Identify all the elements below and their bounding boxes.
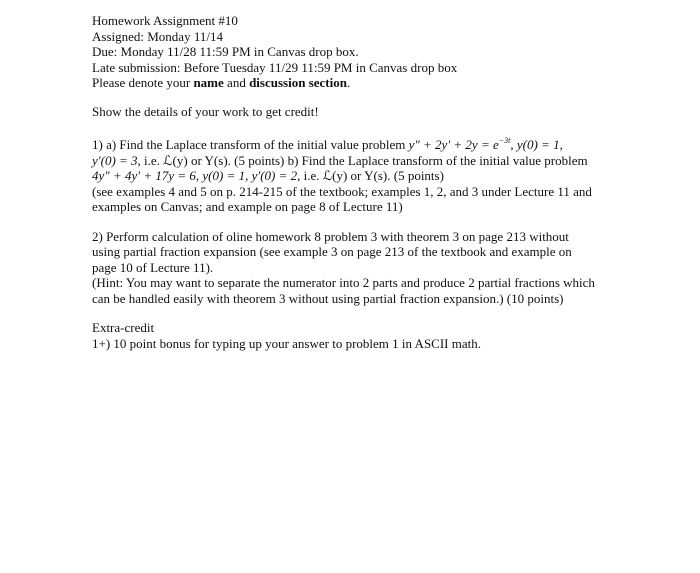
problem-2-hint-1: (Hint: You may want to separate the numerator into 2 parts and produce 2 partial fractions which: [92, 275, 595, 290]
extra-credit-heading: Extra-credit: [92, 320, 155, 335]
problem-2-line-2: using partial fraction expansion (see example 3 on page 213 of the textbook and example on: [92, 244, 572, 259]
denote-instructions: [92, 75, 652, 91]
denote-and: and: [223, 75, 250, 90]
problem-1-line-2: [92, 153, 652, 169]
problem-1a-equation: y″ + 2y′ + 2y = e: [408, 137, 499, 152]
problem-1-line-2-text: , i.e. ℒ(y) or Y(s). (5 points) b) Find the Laplace transform of the initial value problem: [137, 152, 588, 168]
problem-1a-derivative-condition: y′(0) = 3: [92, 152, 138, 168]
problem-1-text: 1) a) Find the Laplace transform of the initial value problem: [92, 137, 409, 152]
problem-1-line-3-text: , i.e. ℒ(y) or Y(s). (5 points): [297, 168, 444, 183]
problem-1-reference-2: examples on Canvas; and example on page 8 of Lecture 11): [92, 199, 403, 214]
problem-2-line-3: page 10 of Lecture 11).: [92, 259, 214, 275]
problem-1a-exponent: −3t: [498, 136, 511, 145]
document-page: [92, 13, 652, 351]
problem-1-reference-1: (see examples 4 and 5 on p. 214-215 of the textbook; examples 1, 2, and 3 under Lecture 11 and: [92, 183, 592, 199]
problem-1-line-3: [92, 168, 652, 184]
assignment-title: Homework Assignment #10: [92, 13, 238, 28]
problem-2: [92, 229, 652, 307]
denote-suffix: .: [346, 75, 351, 90]
late-submission: Late submission: Before Tuesday 11/29 11:59 PM in Canvas drop box: [92, 59, 458, 75]
work-instructions: Show the details of your work to get credit!: [92, 103, 319, 119]
denote-name: name: [193, 75, 224, 90]
problem-1a-initial-condition: , y(0) = 1,: [510, 137, 563, 152]
denote-section: discussion section: [249, 75, 347, 90]
assigned-date: Assigned: Monday 11/14: [92, 28, 223, 44]
problem-2-hint-2: can be handled easily with theorem 3 without using partial fraction expansion.) (10 points): [92, 290, 564, 306]
extra-credit: [92, 320, 652, 351]
due-date: Due: Monday 11/28 11:59 PM in Canvas drop box.: [92, 44, 359, 59]
problem-2-line-1: 2) Perform calculation of oline homework 8 problem 3 with theorem 3 on page 213 without: [92, 228, 569, 244]
problem-1-line-1: [92, 133, 652, 153]
problem-1b-equation: 4y″ + 4y′ + 17y = 6, y(0) = 1, y′(0) = 2: [92, 168, 298, 183]
extra-credit-item: 1+) 10 point bonus for typing up your answer to problem 1 in ASCII math.: [92, 335, 481, 351]
denote-prefix: Please denote your: [92, 75, 194, 90]
problem-1: [92, 133, 652, 215]
